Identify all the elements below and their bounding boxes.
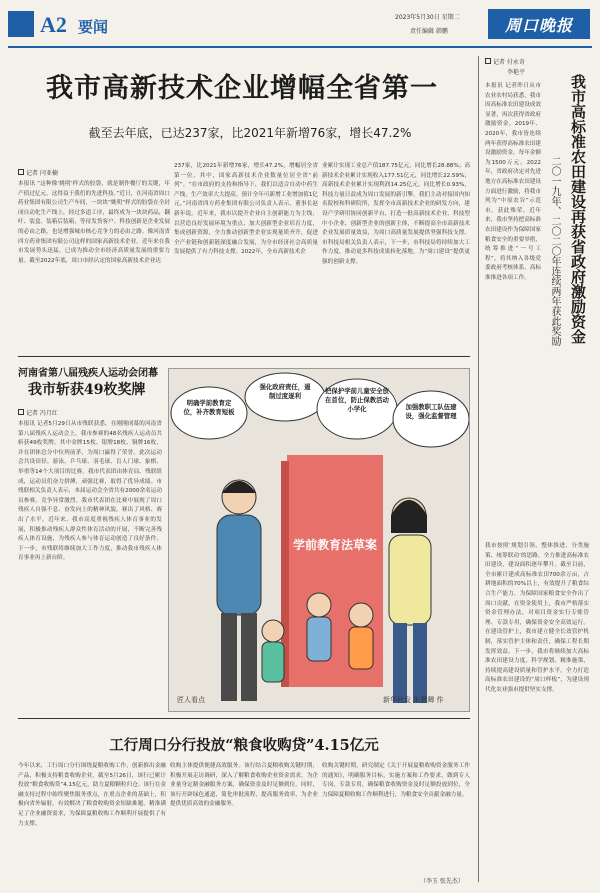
bubble-text-3: 把保护学前儿童安全放在首位，防止保教活动小学化 (325, 387, 389, 413)
sidebar-byline-1-text: 记者 付永奇 (493, 59, 525, 66)
lead-col-2: 237家，比2021年新增76家，增长47.2%，增幅居全省第一位，其中，国家高新技术企业数量位居全省“前列”。“在市政府的支持和指导下，我们以适合自动中药生产线，生产效率大大提高。预计全年可新增工业增加值1亿元。”河南省四方药业集团有限公司负责人表示，董事长赵新年说。近年来，我市以提升企业自主创新能力为主线，以营造良好发展环境为重点，加大创新型企业培育力度，集成创新资源，全力推动创新型企业实现量质齐升，促进全产业链和创新链深度融合发展，为全市经济社会高质量发展提供了有力科技支撑。2022年，全市高新技术企 (174, 163, 318, 256)
cartoon-caption-right: 新华社发 朱慧卿 作 (383, 696, 444, 704)
header-rule (8, 46, 592, 48)
sidebar-body-top: 本报讯 记者昨日从市农业农村局获悉，我市因高标准农田建设成效显著，再次获得省政府激励资金。2019年、2020年，我市皆连续两年获得高标准农田建设激励资金，每年金额为1500万元。2022年，省政府决定对先进地方在高标准农田建设方面进行激励，将我市列为“中原农谷”示范市，获此殊荣。近年来，我市坚持把高标准农田建设作为保障国家粮食安全的重要举措，统筹推进“一号工程”，将其纳入各级党委政府考核体系，高标准推进各项工作。 (485, 83, 541, 281)
bubble-text-2: 强化政府责任，遏制过度逐利 (259, 383, 311, 400)
page-marker-block (8, 11, 34, 37)
page-number: A2 (40, 12, 67, 37)
editors: 责任编辑 韩鹏 (410, 28, 448, 35)
newspaper-logo (488, 9, 590, 39)
issue-date: 2023年5月30日 星期二 (395, 14, 460, 21)
para-headline: 我市斩获49枚奖牌 (28, 382, 146, 398)
bubble-text-4: 加强教职工队伍建设，强化监督管理 (405, 403, 457, 420)
bottom-headline: 工行周口分行投放“粮食收购贷”4.15亿元 (109, 737, 379, 754)
para-body: 本报讯 记者5月29日从市残联获悉，在刚刚闭幕的河南省第八届残疾人运动会上，我市参赛的48名残疾人运动员共斩获49枚奖牌，其中金牌15枚、银牌18枚、铜牌16枚，并在团体总分中位列前茅，为周口赢得了荣誉。此次运动会共设田径、游泳、乒乓球、羽毛球、盲人门球、象棋、举重等14个大项目的比赛。我市代表团由体育局、残联组成，运动员们奋力拼搏，顽强比赛，取得了优异成绩。市残联相关负责人表示，本届运动会全省共有2000余名运动员参赛，竞争异常激烈。我市代表团在比赛中展现了周口残疾人自强不息、奋发向上的精神风貌，赛出了风格、赛出了水平。近年来，我市高度重视残疾人体育事业的发展，积极推动残疾人群众性体育活动的开展，不断完善残疾人体育设施，为残疾人参与体育运动创造了良好条件。下一步，市残联将继续加大工作力度，推动我市残疾人体育事业再上新台阶。 (18, 421, 162, 562)
lead-col-3: 业累计实现工业总产值187.75亿元，同比增长28.88%；高新技术企业累计实现收入177.51亿元，同比增长22.59%；高新技术企业累计实现利润14.25亿元，同比增长0.93%，科技力量日益成为周口发展的新引擎。我们主动对接国内知名院校和科研院所，发挥全市高新技术企业的研发方向，建设产学研用协同创新平台，打造一批高新技术企业、科技型中小企业、创新型企业的创新主体，不断提高全市高新技术企业发展质量效益，为周口高质量发展提供坚强科技支撑。市科技局相关负责人表示，下一步，市科技局将持续加大工作力度，推动更多科技成果转化落地，为“周口建设”提供更强的创新支撑。 (322, 163, 470, 265)
para-byline (18, 408, 58, 417)
sidebar-body-bottom: 我市按照‘规划引领、整体推进、分类施策、统筹联动’的思路，全力推进高标准农田建设，建设面积逐年攀升。截至目前，全市累计建成高标准农田700余万亩，占耕地面积的70%以上，有效提升了粮食综合生产能力，为保障国家粮食安全作出了周口贡献。在资金使用上，我市严格落实资金管理办法，对项目资金实行专账管理、专款专用，确保资金安全高效运行。在建设管护上，我市建立健全长效管护机制，落实管护主体和责任，确保工程长期发挥效益。下一步，我市将继续加大高标准农田建设力度，科学规划、精准施策，持续提高建设质量和管护水平，全力打造高标准农田建设的“周口样板”，为建设现代化农业强市提供坚实支撑。 (485, 543, 589, 693)
sidebar-subheadline: 二〇一九年、二〇二〇年连续两年获此奖励 (549, 156, 560, 346)
lead-byline (18, 168, 58, 177)
bottom-col-1: 今年以来，工行周口分行围绕夏粮收购工作，创新推出金融产品，积极支持粮食收购企业，截至5月26日，该行已累计投放“粮食收购贷”4.15亿元，助力夏粮颗粒归仓。该行在金融支持过程中始终聚焦服务重点，在重点企业的基础上，积极向省外辐射，有效解决了粮食收购资金短缺难题，精准满足了企业融资需求，为保障夏粮收购工作顺利开展提供了有力支撑。 (18, 763, 166, 827)
bottom-author: （李玉 张先杰） (420, 878, 464, 885)
bottom-rule (18, 718, 470, 719)
lead-bottom-rule (18, 356, 470, 357)
person-icon (18, 169, 24, 175)
sidebar-headline: 我市高标准农田建设再获省政府激励资金 (569, 74, 587, 344)
sidebar (478, 56, 594, 882)
sidebar-byline (485, 58, 525, 78)
lead-byline-text: 记者 闫亚楠 (26, 170, 58, 177)
child-head (349, 603, 373, 627)
person-icon (485, 58, 491, 64)
child-head (307, 593, 331, 617)
lead-col-1: 本报讯 “这种像‘姚明’样式的胶袋，就是制作餐厅的关键，年产值过亿元，这得益于我们的先进科技。”近日，在河南省周口药业集团有限公司生产车间，一块块“姚明”样式的胶袋在全封闭自动化生产线上，经过多道工序，最终成为一块块药品，翻叶、装盒、装箱后装箱，等待发货客户。科技创新是企业发展的必由之路，也是增强城市核心竞争力的必由之路。像河南省四方药业集团有限公司这样的国家高新技术企业，近年来在我市发展势头迅猛，已成为推动全市经济高质量发展的重要力量。截至2022年底，周口市经认定的国家高新技术企业达 (18, 181, 170, 264)
sidebar-byline-2: 李艳平 (507, 69, 526, 76)
section-name: 要闻 (78, 18, 109, 36)
mother-body (389, 535, 431, 625)
section-label (8, 11, 34, 37)
bottom-col-3: 收购关键时期，研究制定《关于开展夏粮收购资金服务工作的通知》，明确服务目标，实施方案和工作要求，做到专人专岗、专款专用，确保粮食收购资金及时足额投放到位，全力保障夏粮收购工作顺利进行，为粮食安全贡献金融力量。 (322, 763, 470, 798)
child-head (262, 620, 284, 642)
father-body (217, 515, 261, 615)
page-header (0, 0, 600, 46)
bottom-col-2: 收购主体提供便捷高效服务。该行结合夏粮收购关键时期，积极开展走访调研，深入了解粮食收购企业资金需求，为企业量身定制金融服务方案，确保资金及时足额到位。同时，该行开辟绿色通道，简化审批流程，提高服务效率，为企业提供优质高效的金融服务。 (170, 763, 318, 808)
law-book-title: 学前教育法草案 (293, 538, 378, 552)
logo-text: 周口晚报 (504, 15, 573, 35)
sidebar-byline-1 (485, 58, 525, 68)
para-kicker: 河南省第八届残疾人运动会闭幕 (18, 368, 158, 379)
lead-headline: 我市高新技术企业增幅全省第一 (46, 73, 438, 104)
para-byline-text: 记者 冯月红 (26, 410, 58, 417)
bubble-text-1: 明确学前教育定位，补齐教育短板 (183, 399, 235, 416)
cartoon (168, 368, 470, 712)
person-icon (18, 409, 24, 415)
cartoon-caption-left: 匠人看点 (177, 696, 205, 704)
lead-subheadline: 截至去年底，已达237家，比2021年新增76家，增长47.2% (88, 126, 412, 140)
